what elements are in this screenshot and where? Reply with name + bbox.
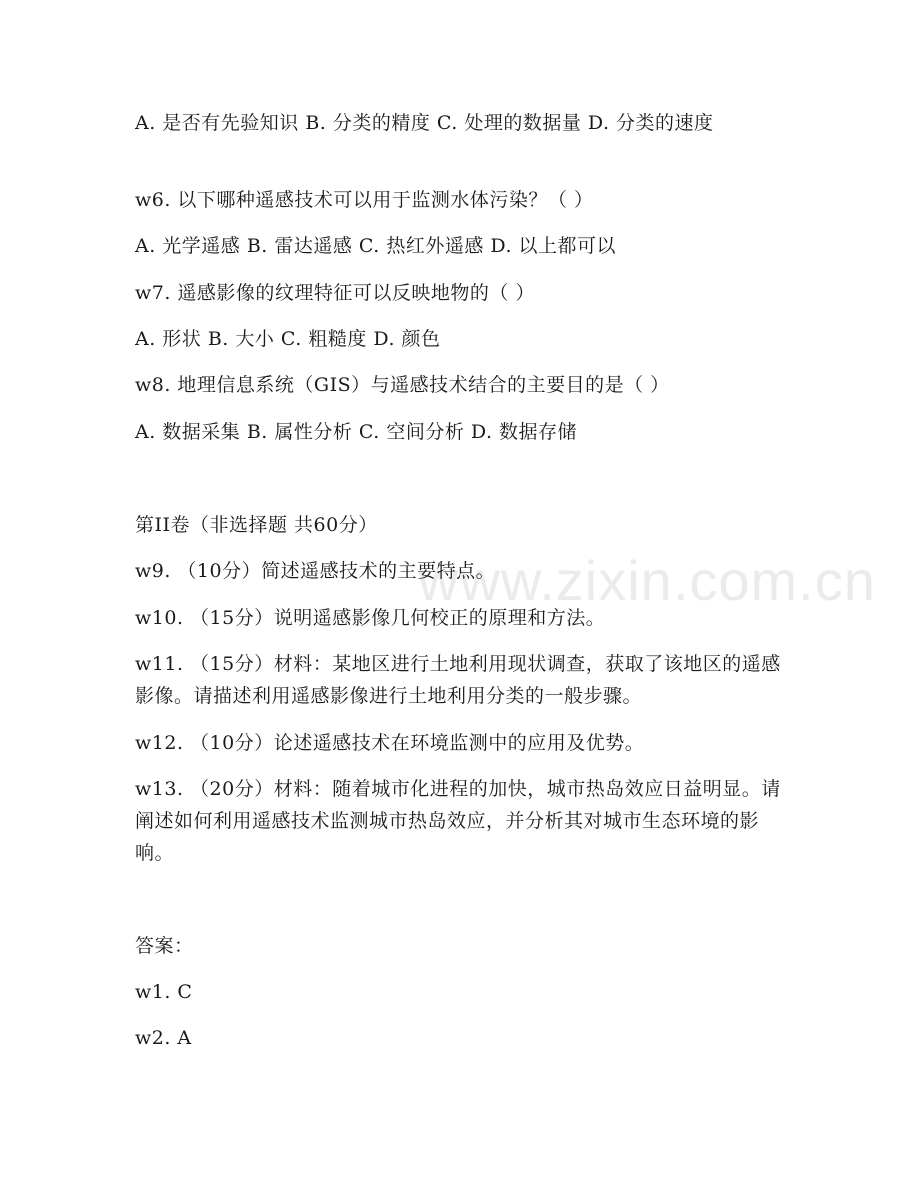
question-7-options: A. 形状 B. 大小 C. 粗糙度 D. 颜色 [135,328,441,350]
question-12: w12. （10分）论述遥感技术在环境监测中的应用及优势。 [135,732,645,754]
question-8: w8. 地理信息系统（GIS）与遥感技术结合的主要目的是（ ） [135,374,670,396]
question-7: w7. 遥感影像的纹理特征可以反映地物的（ ） [135,282,535,304]
section-title: 第II卷（非选择题 共60分） [135,514,378,536]
question-11: w11. （15分）材料：某地区进行土地利用现状调查，获取了该地区的遥感影像。请描述利用遥感影像进行土地利用分类的一般步骤。 [135,653,781,707]
answers-heading: 答案： [135,935,194,957]
question-13: w13. （20分）材料：随着城市化进程的加快，城市热岛效应日益明显。请阐述如何利用遥感技术监测城市热岛效应，并分析其对城市生态环境的影响。 [135,778,781,864]
answer-1: w1. C [135,981,193,1003]
question-6: w6. 以下哪种遥感技术可以用于监测水体污染？（ ） [135,189,594,211]
watermark: www.zixin.com.cn [418,549,876,612]
question-9: w9. （10分）简述遥感技术的主要特点。 [135,560,496,582]
question-6-options: A. 光学遥感 B. 雷达遥感 C. 热红外遥感 D. 以上都可以 [135,235,617,257]
question-8-options: A. 数据采集 B. 属性分析 C. 空间分析 D. 数据存储 [135,421,578,443]
question-5-options: A. 是否有先验知识 B. 分类的精度 C. 处理的数据量 D. 分类的速度 [135,112,714,134]
question-10: w10. （15分）说明遥感影像几何校正的原理和方法。 [135,607,606,629]
answer-2: w2. A [135,1027,192,1049]
